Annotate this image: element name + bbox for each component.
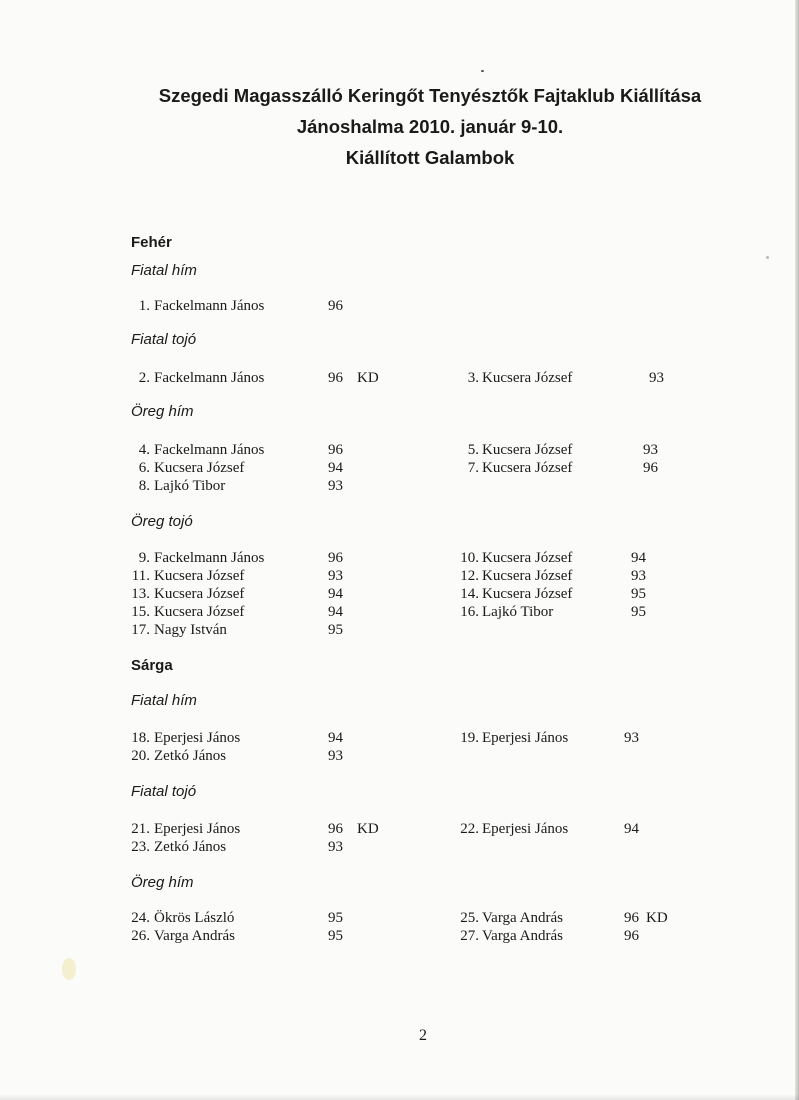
- score: 93: [649, 370, 664, 386]
- score: 93: [328, 478, 343, 494]
- entry-number: 24.: [131, 910, 150, 926]
- score: 93: [631, 568, 646, 584]
- entry-number: 18.: [131, 730, 150, 746]
- scan-speck: [766, 256, 769, 259]
- entry-number: 2.: [138, 370, 150, 386]
- exhibitor-name: Fackelmann János: [154, 298, 265, 314]
- score: 94: [631, 550, 646, 566]
- score: 93: [328, 748, 343, 764]
- category-heading: Öreg tojó: [131, 513, 193, 530]
- exhibitor-name: Kucsera József: [482, 442, 573, 458]
- entry-number: 8.: [138, 478, 150, 494]
- entry-number: 16.: [460, 604, 479, 620]
- exhibitor-name: Eperjesi János: [154, 730, 241, 746]
- award-note: KD: [646, 910, 668, 926]
- score: 96: [328, 442, 343, 458]
- exhibitor-name: Eperjesi János: [482, 730, 569, 746]
- exhibitor-name: Varga András: [482, 928, 563, 944]
- category-heading: Fiatal hím: [131, 692, 197, 709]
- score: 96: [643, 460, 658, 476]
- category-heading: Fiatal tojó: [131, 331, 197, 348]
- entry-number: 23.: [131, 839, 150, 855]
- entry-number: 25.: [460, 910, 479, 926]
- score: 94: [328, 586, 343, 602]
- entry-number: 14.: [460, 586, 479, 602]
- exhibitor-name: Kucsera József: [154, 604, 245, 620]
- entry-number: 6.: [138, 460, 150, 476]
- exhibitor-name: Fackelmann János: [154, 370, 265, 386]
- exhibitor-name: Kucsera József: [482, 550, 573, 566]
- entry-number: 27.: [460, 928, 479, 944]
- exhibitor-name: Kucsera József: [154, 568, 245, 584]
- category-heading: Fiatal tojó: [131, 783, 197, 800]
- scan-stain: [62, 958, 76, 980]
- entry-number: 10.: [460, 550, 479, 566]
- scan-speck: [481, 70, 484, 72]
- scan-shadow: [0, 1094, 799, 1100]
- score: 93: [643, 442, 658, 458]
- score: 95: [631, 586, 646, 602]
- exhibitor-name: Ökrös László: [154, 910, 235, 926]
- entry-number: 5.: [467, 442, 479, 458]
- header-title: Szegedi Magasszálló Keringőt Tenyésztők Fajtaklub Kiállítása: [158, 85, 702, 106]
- exhibitor-name: Lajkó Tibor: [482, 604, 554, 620]
- score: 96: [328, 370, 343, 386]
- header-subtitle: Kiállított Galambok: [345, 147, 515, 168]
- score: 95: [328, 928, 343, 944]
- entry-number: 7.: [467, 460, 479, 476]
- score: 96: [624, 910, 639, 926]
- score: 95: [631, 604, 646, 620]
- score: 94: [328, 604, 343, 620]
- entry-number: 19.: [460, 730, 479, 746]
- award-note: KD: [357, 821, 379, 837]
- score: 96: [328, 298, 343, 314]
- entry-number: 17.: [131, 622, 150, 638]
- exhibitor-name: Eperjesi János: [482, 821, 569, 837]
- score: 95: [328, 622, 343, 638]
- header-location-date: Jánoshalma 2010. január 9-10.: [296, 116, 564, 137]
- entry-number: 3.: [467, 370, 479, 386]
- award-note: KD: [357, 370, 379, 386]
- page-number: 2: [419, 1027, 427, 1044]
- exhibitor-name: Varga András: [482, 910, 563, 926]
- entry-number: 22.: [460, 821, 479, 837]
- exhibitor-name: Kucsera József: [482, 370, 573, 386]
- entry-number: 13.: [131, 586, 150, 602]
- score: 94: [328, 730, 343, 746]
- exhibitor-name: Kucsera József: [154, 586, 245, 602]
- entry-number: 12.: [460, 568, 479, 584]
- exhibitor-name: Kucsera József: [482, 460, 573, 476]
- exhibitor-name: Kucsera József: [482, 586, 573, 602]
- exhibitor-name: Eperjesi János: [154, 821, 241, 837]
- exhibitor-name: Kucsera József: [482, 568, 573, 584]
- exhibitor-name: Kucsera József: [154, 460, 245, 476]
- score: 94: [328, 460, 343, 476]
- score: 94: [624, 821, 639, 837]
- category-heading: Öreg hím: [131, 874, 194, 891]
- exhibitor-name: Lajkó Tibor: [154, 478, 226, 494]
- entry-number: 4.: [138, 442, 150, 458]
- entry-number: 15.: [131, 604, 150, 620]
- exhibitor-name: Fackelmann János: [154, 550, 265, 566]
- entry-number: 1.: [138, 298, 150, 314]
- color-heading: Sárga: [131, 657, 173, 674]
- exhibitor-name: Varga András: [154, 928, 235, 944]
- score: 95: [328, 910, 343, 926]
- score: 93: [624, 730, 639, 746]
- entry-number: 9.: [138, 550, 150, 566]
- score: 93: [328, 839, 343, 855]
- score: 93: [328, 568, 343, 584]
- entry-number: 26.: [131, 928, 150, 944]
- score: 96: [328, 821, 343, 837]
- exhibitor-name: Zetkó János: [154, 748, 227, 764]
- entry-number: 11.: [131, 568, 150, 584]
- category-heading: Öreg hím: [131, 403, 194, 420]
- color-heading: Fehér: [131, 234, 172, 251]
- exhibitor-name: Nagy István: [154, 622, 227, 638]
- score: 96: [624, 928, 639, 944]
- exhibitor-name: Zetkó János: [154, 839, 227, 855]
- category-heading: Fiatal hím: [131, 262, 197, 279]
- document-header: [0, 80, 799, 173]
- entry-number: 20.: [131, 748, 150, 764]
- score: 96: [328, 550, 343, 566]
- entry-number: 21.: [131, 821, 150, 837]
- exhibitor-name: Fackelmann János: [154, 442, 265, 458]
